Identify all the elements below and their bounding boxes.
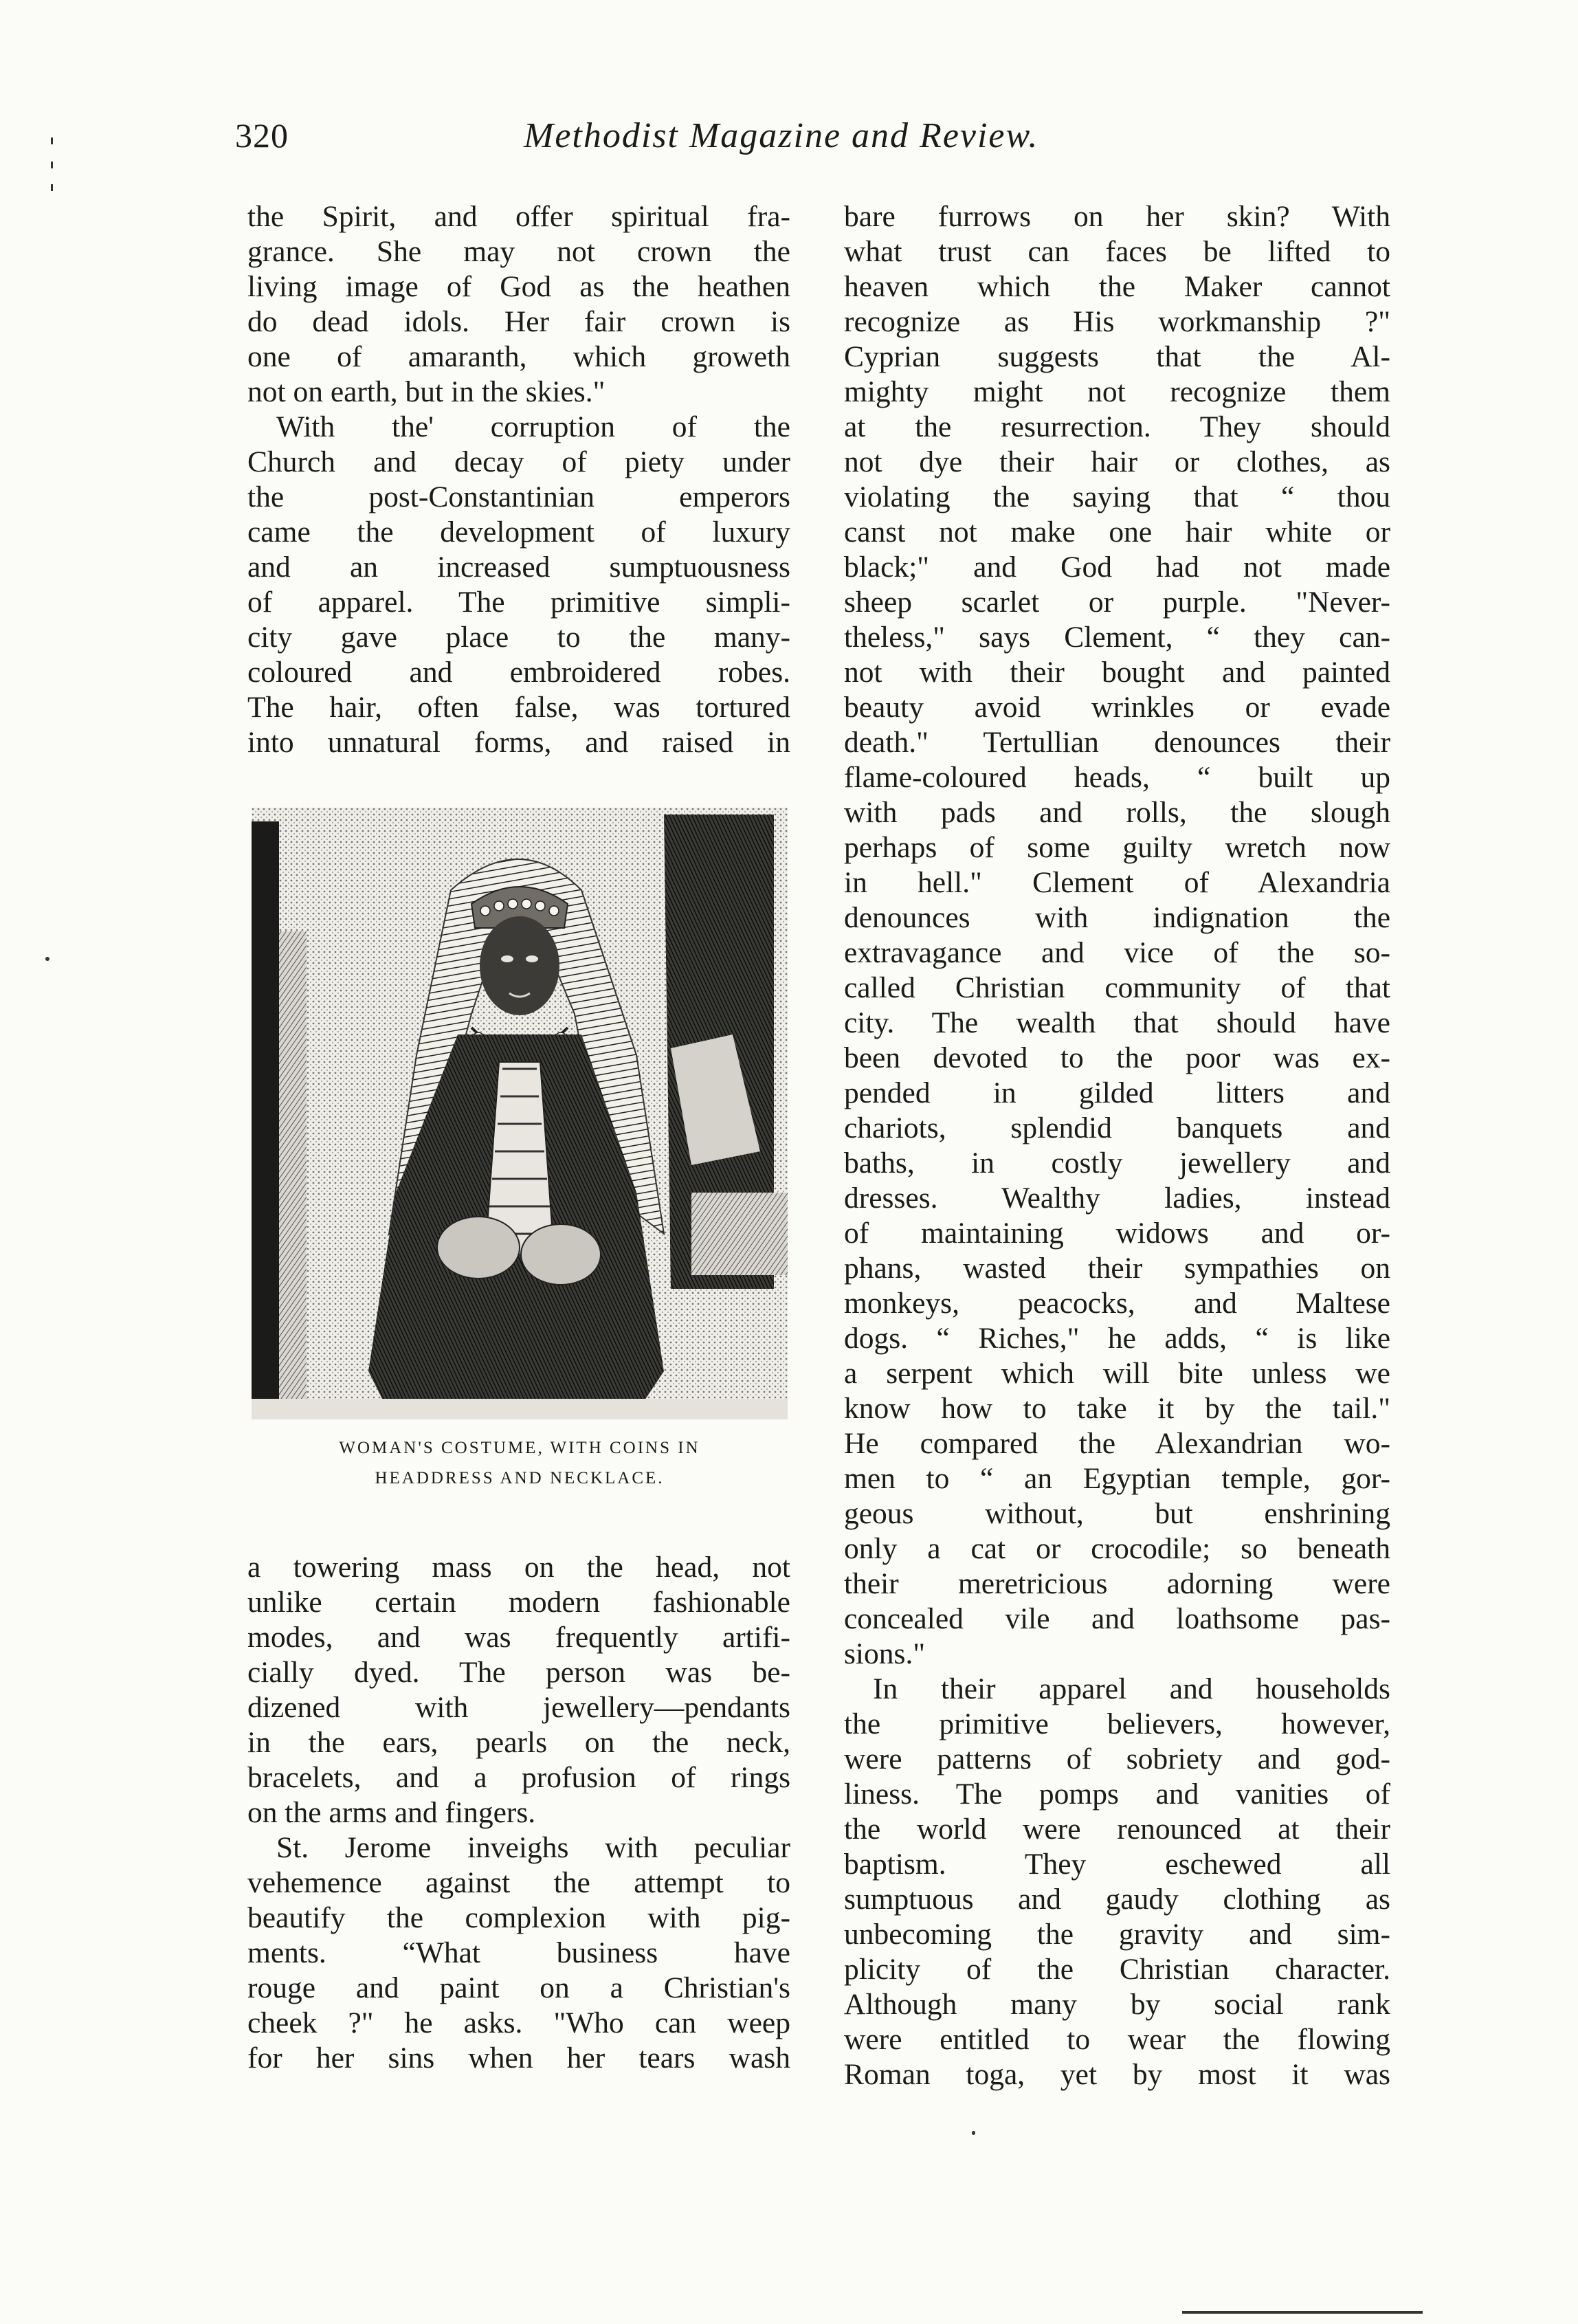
- text-line: in the ears, pearls on the neck,: [247, 1726, 790, 1759]
- text-line: cially dyed. The person was be-: [247, 1656, 790, 1689]
- text-line: one of amaranth, which groweth: [247, 340, 790, 373]
- text-line: the Spirit, and offer spiritual fra-: [247, 200, 790, 233]
- text-line: Church and decay of piety under: [247, 445, 790, 478]
- text-line: Although many by social rank: [844, 1988, 1390, 2021]
- text-line: not with their bought and painted: [844, 656, 1390, 689]
- text-line: only a cat or crocodile; so beneath: [844, 1532, 1390, 1565]
- text-line: the post-Constantinian emperors: [247, 480, 790, 513]
- page-header: [235, 115, 1403, 157]
- text-line: their meretricious adorning were: [844, 1567, 1390, 1600]
- text-line: sions.": [844, 1637, 926, 1670]
- left-column-bottom: [247, 1550, 790, 2076]
- text-line: city. The wealth that should have: [844, 1006, 1390, 1039]
- caption-line: WOMAN'S COSTUME, WITH COINS IN: [339, 1439, 700, 1457]
- margin-speck: [972, 2131, 975, 2135]
- text-line: bare furrows on her skin? With: [844, 200, 1390, 233]
- text-line: into unnatural forms, and raised in: [247, 726, 790, 759]
- text-line: concealed vile and loathsome pas-: [844, 1602, 1390, 1635]
- margin-speck: [51, 162, 53, 168]
- text-line: at the resurrection. They should: [844, 410, 1390, 443]
- text-line: dizened with jewellery—pendants: [247, 1691, 790, 1724]
- left-column-top: [247, 199, 790, 760]
- text-line: liness. The pomps and vanities of: [844, 1778, 1390, 1811]
- text-line: unlike certain modern fashionable: [247, 1586, 790, 1619]
- text-line: of apparel. The primitive simpli-: [247, 586, 790, 619]
- text-line: perhaps of some guilty wretch now: [844, 831, 1390, 864]
- text-line: violating the saying that “ thou: [844, 480, 1390, 513]
- margin-speck: [51, 184, 53, 191]
- text-line: extravagance and vice of the so-: [844, 936, 1390, 969]
- text-line: for her sins when her tears wash: [247, 2041, 790, 2074]
- text-line: baptism. They eschewed all: [844, 1848, 1390, 1881]
- margin-speck: [45, 957, 49, 961]
- text-line: city gave place to the many-: [247, 621, 790, 654]
- bottom-rule: [1182, 2311, 1423, 2314]
- text-line: called Christian community of that: [844, 971, 1390, 1004]
- text-line: phans, wasted their sympathies on: [844, 1252, 1390, 1285]
- text-line: sheep scarlet or purple. "Never-: [844, 586, 1390, 619]
- text-line: came the development of luxury: [247, 516, 790, 549]
- text-line: a serpent which will bite unless we: [844, 1357, 1390, 1390]
- caption-line: HEADDRESS AND NECKLACE.: [375, 1469, 665, 1487]
- text-line: been devoted to the poor was ex-: [844, 1041, 1390, 1074]
- text-line: not dye their hair or clothes, as: [844, 445, 1390, 478]
- text-line: mighty might not recognize them: [844, 375, 1390, 408]
- text-line: the world were renounced at their: [844, 1813, 1390, 1846]
- text-line: beautify the complexion with pig-: [247, 1901, 790, 1934]
- text-line: flame-coloured heads, “ built up: [844, 761, 1390, 794]
- running-title: Methodist Magazine and Review.: [524, 116, 1039, 155]
- text-line: of maintaining widows and or-: [844, 1217, 1390, 1250]
- text-line: cheek ?" he asks. "Who can weep: [247, 2006, 790, 2039]
- text-line: not on earth, but in the skies.": [247, 375, 605, 408]
- text-line: With the' corruption of the: [276, 410, 790, 443]
- text-line: black;" and God had not made: [844, 551, 1390, 584]
- text-line: coloured and embroidered robes.: [247, 656, 790, 689]
- text-line: St. Jerome inveighs with peculiar: [276, 1831, 790, 1864]
- figure-caption: [252, 1433, 788, 1494]
- text-line: denounces with indignation the: [844, 901, 1390, 934]
- text-line: do dead idols. Her fair crown is: [247, 305, 790, 338]
- text-line: in hell." Clement of Alexandria: [844, 866, 1390, 899]
- text-line: and an increased sumptuousness: [247, 551, 790, 584]
- text-line: pended in gilded litters and: [844, 1076, 1390, 1109]
- text-line: chariots, splendid banquets and: [844, 1111, 1390, 1144]
- text-line: plicity of the Christian character.: [844, 1953, 1390, 1986]
- text-line: know how to take it by the tail.": [844, 1392, 1390, 1425]
- text-line: rouge and paint on a Christian's: [247, 1971, 790, 2004]
- text-line: modes, and was frequently artifi-: [247, 1621, 790, 1654]
- text-line: death." Tertullian denounces their: [844, 726, 1390, 759]
- text-line: dresses. Wealthy ladies, instead: [844, 1182, 1390, 1215]
- text-line: sumptuous and gaudy clothing as: [844, 1883, 1390, 1916]
- text-line: geous without, but enshrining: [844, 1497, 1390, 1530]
- text-line: with pads and rolls, the slough: [844, 796, 1390, 829]
- text-line: canst not make one hair white or: [844, 516, 1390, 549]
- text-line: bracelets, and a profusion of rings: [247, 1761, 790, 1794]
- text-line: beauty avoid wrinkles or evade: [844, 691, 1390, 724]
- engraving-figure: [252, 808, 788, 1419]
- text-line: recognize as His workmanship ?": [844, 305, 1390, 338]
- text-line: heaven which the Maker cannot: [844, 270, 1390, 303]
- text-line: Roman toga, yet by most it was: [844, 2058, 1390, 2091]
- text-line: a towering mass on the head, not: [247, 1551, 790, 1584]
- text-line: theless," says Clement, “ they can-: [844, 621, 1390, 654]
- text-line: dogs. “ Riches," he adds, “ is like: [844, 1322, 1390, 1355]
- text-line: baths, in costly jewellery and: [844, 1147, 1390, 1180]
- text-line: Cyprian suggests that the Al-: [844, 340, 1390, 373]
- text-line: In their apparel and households: [873, 1672, 1390, 1705]
- text-line: monkeys, peacocks, and Maltese: [844, 1287, 1390, 1320]
- text-line: grance. She may not crown the: [247, 235, 790, 268]
- text-line: on the arms and fingers.: [247, 1796, 536, 1829]
- text-line: men to “ an Egyptian temple, gor-: [844, 1462, 1390, 1495]
- page-number: 320: [235, 116, 289, 155]
- text-line: the primitive believers, however,: [844, 1707, 1390, 1740]
- text-line: ments. “What business have: [247, 1936, 790, 1969]
- text-line: were patterns of sobriety and god-: [844, 1742, 1390, 1775]
- woman-costume-illustration: [252, 808, 788, 1419]
- text-line: vehemence against the attempt to: [247, 1866, 790, 1899]
- text-line: were entitled to wear the flowing: [844, 2023, 1390, 2056]
- right-column: [844, 199, 1390, 2092]
- text-line: He compared the Alexandrian wo-: [844, 1427, 1390, 1460]
- margin-speck: [51, 137, 53, 144]
- text-line: The hair, often false, was tortured: [247, 691, 790, 724]
- text-line: unbecoming the gravity and sim-: [844, 1918, 1390, 1951]
- text-line: what trust can faces be lifted to: [844, 235, 1390, 268]
- text-line: living image of God as the heathen: [247, 270, 790, 303]
